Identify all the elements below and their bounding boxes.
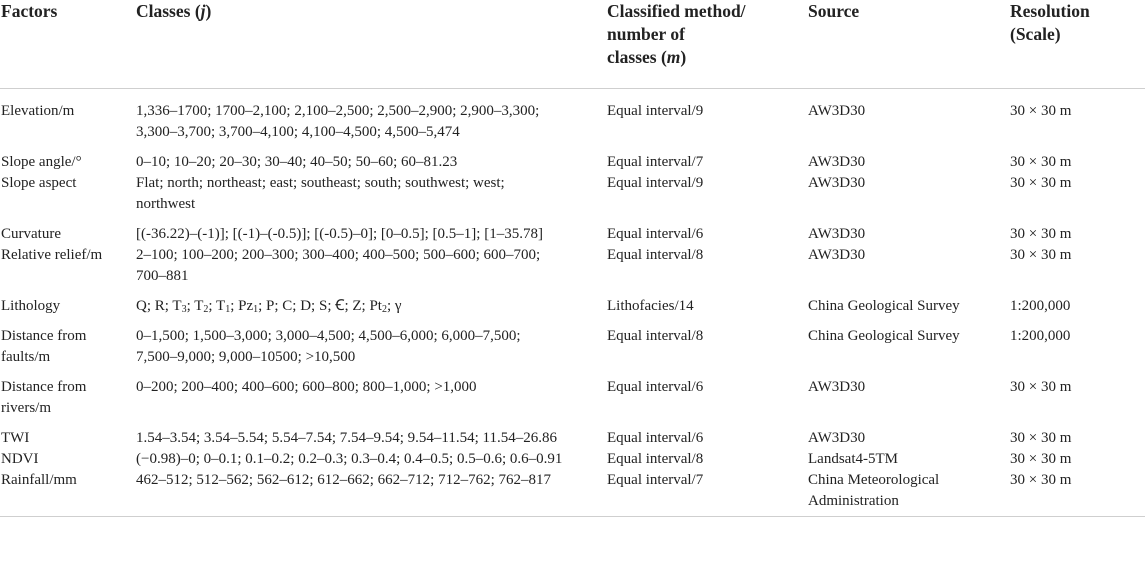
classes-cell: 0–200; 200–400; 400–600; 600–800; 800–1,000; >1,000	[136, 379, 477, 395]
method-cell: Equal interval/8	[607, 451, 704, 467]
classes-cell: 462–512; 512–562; 562–612; 612–662; 662–712; 712–762; 762–817	[136, 470, 607, 517]
source-cell: AW3D30	[808, 154, 866, 170]
classes-cell: [(-36.22)–(-1)]; [(-1)–(-0.5)]; [(-0.5)–0]; [0–0.5]; [0.5–1]; [1–35.78]	[136, 226, 543, 242]
header-classes: Classes (j)	[136, 0, 607, 89]
resolution-cell: 30 × 30 m	[1010, 226, 1072, 242]
table-row	[0, 287, 1145, 317]
resolution-cell: 1:200,000	[1010, 298, 1071, 314]
method-cell: Equal interval/6	[607, 226, 704, 242]
table-row	[0, 89, 1145, 144]
source-cell: AW3D30	[808, 103, 866, 119]
table-row	[0, 245, 1145, 287]
resolution-cell: 30 × 30 m	[1010, 175, 1072, 191]
table-row	[0, 143, 1145, 173]
method-cell: Equal interval/9	[607, 103, 704, 119]
factor-cell: TWI	[1, 430, 30, 446]
resolution-cell: 30 × 30 m	[1010, 379, 1072, 395]
factor-cell: Elevation/m	[1, 103, 75, 119]
source-cell: China Geological Survey	[808, 298, 960, 314]
method-cell: Lithofacies/14	[607, 298, 694, 314]
resolution-cell: 30 × 30 m	[1010, 154, 1072, 170]
factor-cell: Lithology	[1, 298, 61, 314]
resolution-cell: 1:200,000	[1010, 328, 1071, 344]
header-method: Classified method/ number of classes (m)	[607, 0, 808, 89]
resolution-cell: 30 × 30 m	[1010, 247, 1072, 263]
method-cell: Equal interval/8	[607, 328, 704, 344]
method-cell: Equal interval/6	[607, 430, 704, 446]
header-factors: Factors	[0, 0, 136, 89]
classes-cell: (−0.98)–0; 0–0.1; 0.1–0.2; 0.2–0.3; 0.3–0.4; 0.4–0.5; 0.5–0.6; 0.6–0.91	[136, 451, 563, 467]
classes-cell: 2–100; 100–200; 200–300; 300–400; 400–500; 500–600; 600–700; 700–881	[136, 247, 541, 284]
factor-cell: Curvature	[1, 226, 61, 242]
classes-cell: 0–10; 10–20; 20–30; 30–40; 40–50; 50–60; 60–81.23	[136, 154, 458, 170]
factor-cell: Distance from faults/m	[1, 328, 87, 365]
source-cell: AW3D30	[808, 226, 866, 242]
factor-cell: Relative relief/m	[1, 247, 103, 263]
factor-cell: NDVI	[1, 451, 39, 467]
table-row	[0, 317, 1145, 368]
table-row	[0, 449, 1145, 470]
header-row	[0, 0, 1145, 89]
method-cell: Equal interval/7	[607, 470, 808, 517]
source-cell: AW3D30	[808, 175, 866, 191]
method-cell: Equal interval/6	[607, 379, 704, 395]
method-cell: Equal interval/9	[607, 175, 704, 191]
resolution-cell: 30 × 30 m	[1010, 430, 1072, 446]
source-cell: China Geological Survey	[808, 328, 960, 344]
table-row	[0, 215, 1145, 245]
table-row	[0, 173, 1145, 215]
factor-cell: Slope angle/°	[1, 154, 82, 170]
classes-cell: 0–1,500; 1,500–3,000; 3,000–4,500; 4,500–6,000; 6,000–7,500; 7,500–9,000; 9,000–10500; >10,500	[136, 328, 521, 365]
resolution-cell: 30 × 30 m	[1010, 103, 1072, 119]
table-row	[0, 470, 1145, 517]
factor-cell: Slope aspect	[1, 175, 77, 191]
source-cell: AW3D30	[808, 247, 866, 263]
resolution-cell: 30 × 30 m	[1010, 451, 1072, 467]
classes-cell: 1.54–3.54; 3.54–5.54; 5.54–7.54; 7.54–9.54; 9.54–11.54; 11.54–26.86	[136, 430, 557, 446]
classes-cell: Q; R; $T_3$; $T_2$; $T_1$; $Pz_1$; P; C; D; S; Ꞓ; Z; $Pt_2$; γ	[136, 298, 402, 315]
classes-cell: 1,336–1700; 1700–2,100; 2,100–2,500; 2,500–2,900; 2,900–3,300; 3,300–3,700; 3,700–4,100; 4,100–4,500; 4,500–5,474	[136, 103, 540, 140]
source-cell: Landsat4-5TM	[808, 451, 898, 467]
resolution-cell: 30 × 30 m	[1010, 470, 1145, 517]
table-row	[0, 419, 1145, 449]
source-cell: AW3D30	[808, 379, 866, 395]
header-source: Source	[808, 0, 1010, 89]
factor-cell: Distance from rivers/m	[1, 379, 87, 416]
table-row	[0, 368, 1145, 419]
source-cell: AW3D30	[808, 430, 866, 446]
method-cell: Equal interval/8	[607, 247, 704, 263]
source-cell: China Meteorological Administration	[808, 470, 1010, 517]
classes-cell: Flat; north; northeast; east; southeast; south; southwest; west; northwest	[136, 175, 505, 212]
header-resolution: Resolution (Scale)	[1010, 0, 1145, 89]
factor-cell: Rainfall/mm	[0, 470, 136, 517]
method-cell: Equal interval/7	[607, 154, 704, 170]
